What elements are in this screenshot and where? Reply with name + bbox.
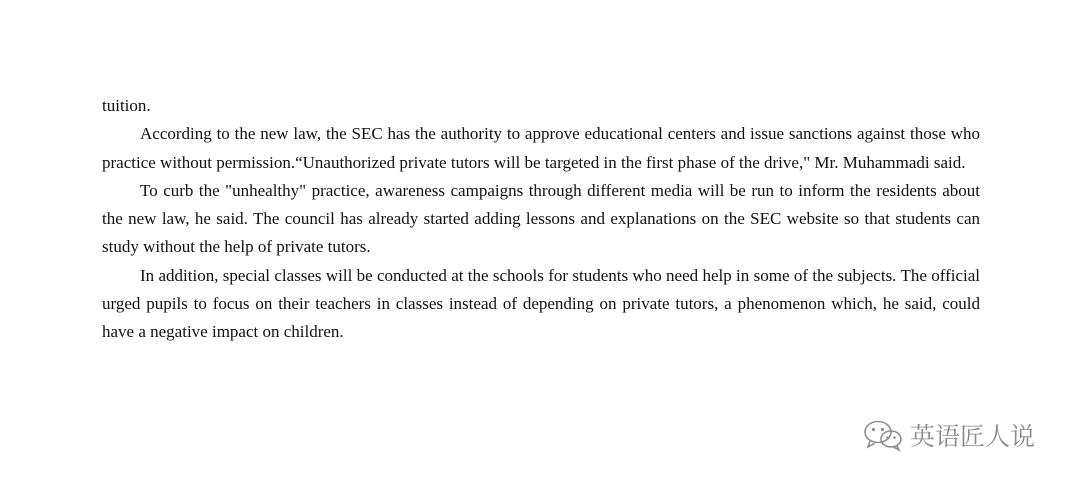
paragraph-awareness-campaign: To curb the "unhealthy" practice, awareness campaigns through different media will be run to inform the residents about the new law, he said. The council has already started adding lessons and explanations on the SEC website so that students can study without the help of private tutors. xyxy=(102,180,980,257)
document-body xyxy=(102,92,980,347)
paragraph-fragment: tuition. xyxy=(102,96,151,115)
wechat-icon xyxy=(862,418,904,452)
watermark-text: 英语匠人说 xyxy=(910,422,1036,451)
paragraph-sec-authority: According to the new law, the SEC has the authority to approve educational centers and issue sanctions against those who practice without permission.“Unauthorized private tutors will be targeted in the first phase of the drive," Mr. Muhammadi said. xyxy=(102,124,980,172)
paragraph-special-classes: In addition, special classes will be conducted at the schools for students who need help in some of the subjects. The official urged pupils to focus on their teachers in classes instead of depending on private tutors, a phenomenon which, he said, could have a negative impact on children. xyxy=(102,265,980,342)
watermark xyxy=(862,418,1035,452)
